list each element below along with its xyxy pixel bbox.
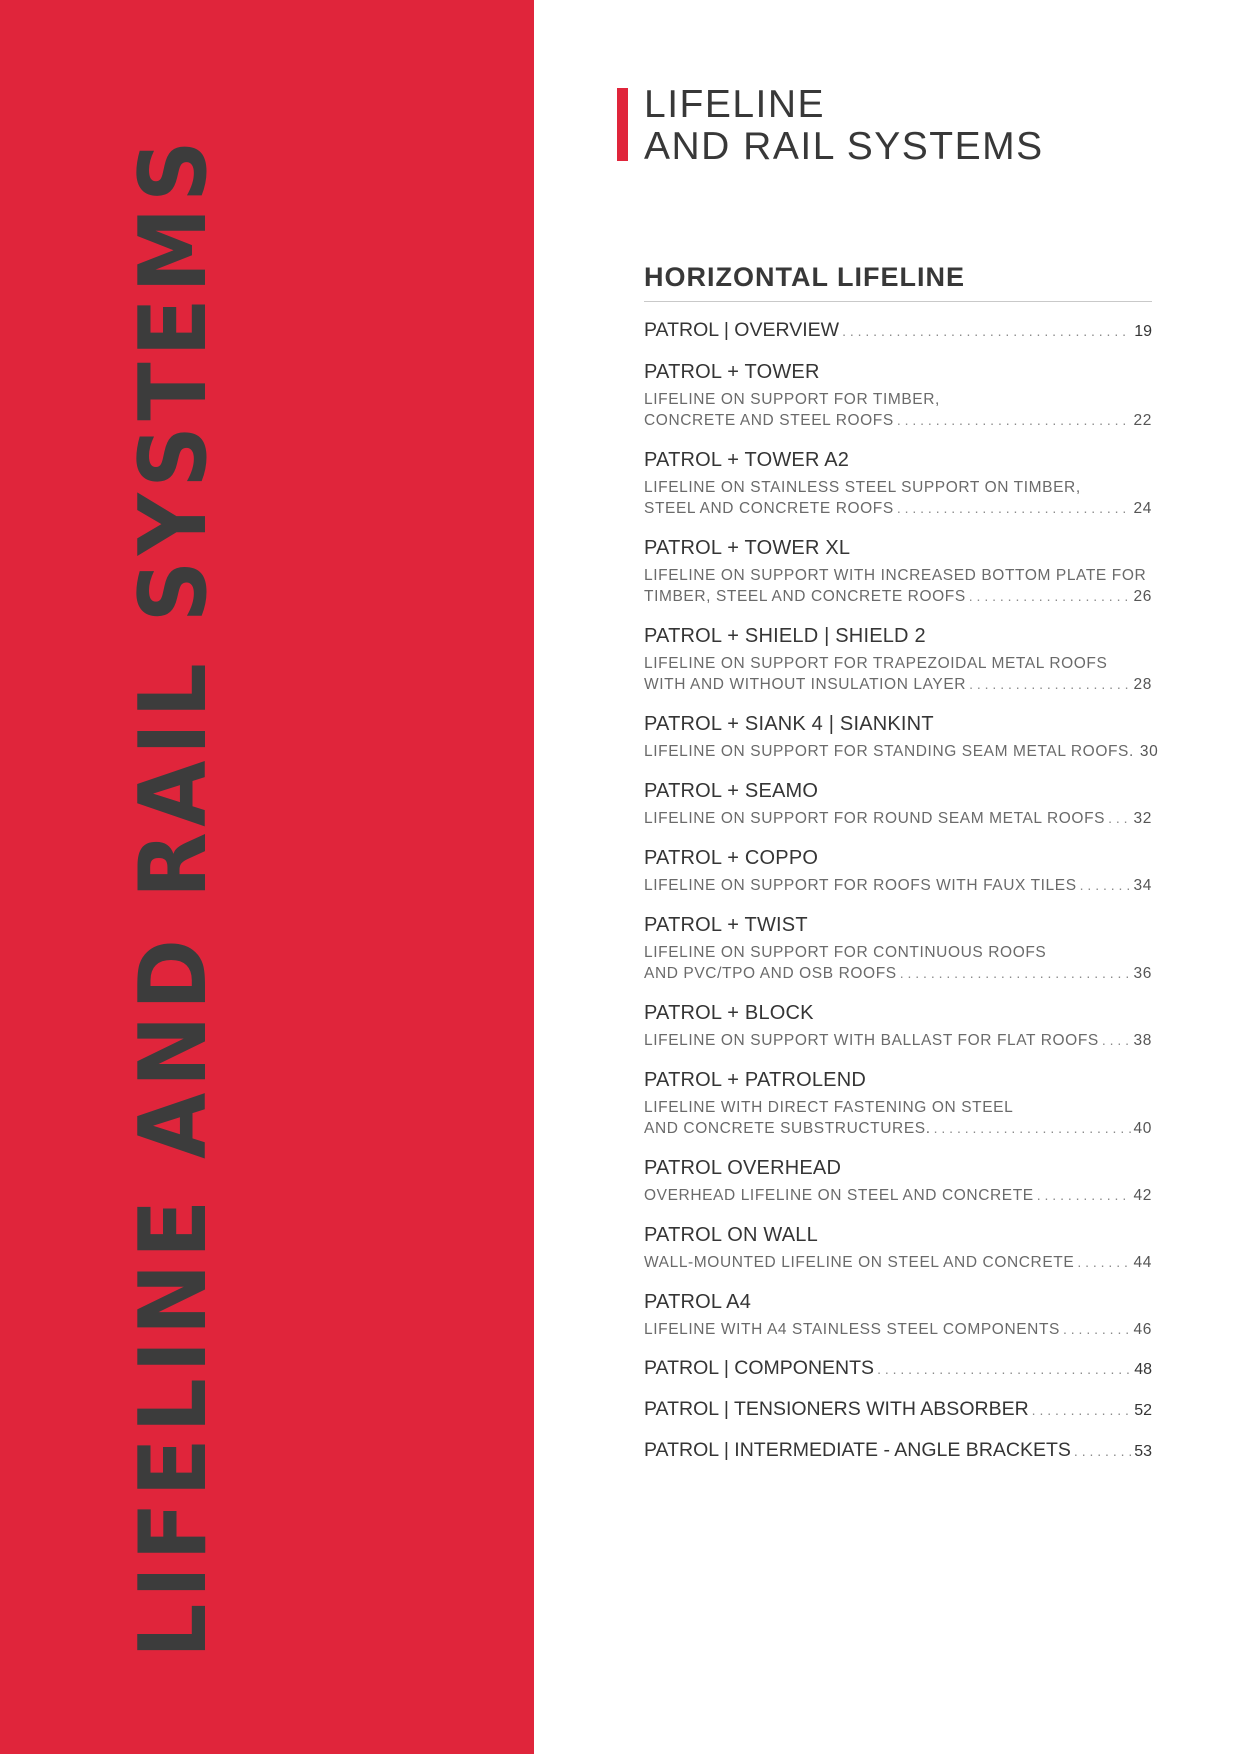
dot-leader (877, 1357, 1131, 1381)
toc-entry-title: PATROL + BLOCK (644, 1002, 814, 1024)
toc-entry[interactable] (644, 623, 1152, 695)
toc-entry-description: LIFELINE ON SUPPORT WITH INCREASED BOTTOM PLATE FOR (644, 567, 1147, 584)
toc-entry[interactable] (644, 1356, 1152, 1382)
dot-leader (842, 319, 1131, 343)
toc-entry[interactable] (644, 1000, 1152, 1051)
toc-page-number: 53 (1134, 1443, 1152, 1460)
toc-entry-title: PATROL | TENSIONERS WITH ABSORBER (644, 1398, 1029, 1420)
toc-entry-title: PATROL A4 (644, 1291, 752, 1313)
section-divider (644, 301, 1152, 302)
toc-entry[interactable] (644, 318, 1152, 344)
toc-entry-title: PATROL ON WALL (644, 1224, 818, 1246)
table-of-contents (644, 318, 1159, 1479)
toc-entry-description: LIFELINE WITH DIRECT FASTENING ON STEEL (644, 1099, 1014, 1116)
dot-leader (969, 674, 1130, 695)
toc-entry-description: AND PVC/TPO AND OSB ROOFS (644, 965, 897, 982)
toc-entry-description: LIFELINE WITH A4 STAINLESS STEEL COMPONENTS (644, 1321, 1060, 1338)
toc-page-number: 28 (1133, 676, 1152, 693)
toc-page-number: 38 (1133, 1032, 1152, 1049)
toc-page-number: 22 (1133, 412, 1152, 429)
toc-page-number: 24 (1133, 500, 1152, 517)
toc-entry-title: PATROL + COPPO (644, 847, 819, 869)
toc-entry[interactable] (644, 912, 1152, 984)
dot-leader (1063, 1319, 1131, 1340)
toc-entry-title: PATROL + TOWER (644, 361, 820, 383)
dot-leader (1077, 1252, 1130, 1273)
dot-leader (897, 498, 1131, 519)
toc-entry-description: LIFELINE ON SUPPORT FOR ROUND SEAM METAL ROOFS (644, 810, 1106, 827)
dot-leader (1037, 1185, 1131, 1206)
toc-entry[interactable] (644, 535, 1152, 607)
dot-leader (934, 1118, 1131, 1139)
page-title-line1: LIFELINE (644, 83, 826, 126)
toc-entry-description: LIFELINE ON STAINLESS STEEL SUPPORT ON TIMBER, (644, 479, 1081, 496)
toc-entry-description: STEEL AND CONCRETE ROOFS (644, 500, 894, 517)
dot-leader (1032, 1398, 1132, 1422)
toc-entry[interactable] (644, 711, 1159, 762)
dot-leader (900, 963, 1131, 984)
toc-page-number: 46 (1133, 1321, 1152, 1338)
toc-entry-description: LIFELINE ON SUPPORT FOR ROOFS WITH FAUX TILES (644, 877, 1077, 894)
toc-entry[interactable] (644, 359, 1152, 431)
toc-entry[interactable] (644, 1289, 1152, 1340)
toc-entry[interactable] (644, 845, 1152, 896)
toc-entry[interactable] (644, 778, 1152, 829)
toc-page-number: 32 (1133, 810, 1152, 827)
vertical-title: LIFELINE AND RAIL SYSTEMS (119, 134, 227, 1658)
dot-leader (1074, 1439, 1131, 1463)
toc-entry-title: PATROL | INTERMEDIATE - ANGLE BRACKETS (644, 1439, 1071, 1461)
page-title-line2: AND RAIL SYSTEMS (644, 125, 1044, 168)
toc-entry-title: PATROL | OVERVIEW (644, 319, 840, 341)
toc-entry-title: PATROL | COMPONENTS (644, 1357, 875, 1379)
toc-entry-title: PATROL + TOWER A2 (644, 449, 850, 471)
toc-entry-title: PATROL + PATROLEND (644, 1069, 866, 1091)
toc-entry-description: CONCRETE AND STEEL ROOFS (644, 412, 894, 429)
toc-page-number: 34 (1133, 877, 1152, 894)
toc-page-number: 19 (1134, 323, 1152, 340)
toc-entry-description: WITH AND WITHOUT INSULATION LAYER (644, 676, 967, 693)
sidebar-panel (0, 0, 534, 1754)
section-title: HORIZONTAL LIFELINE (644, 262, 965, 292)
toc-entry-description: LIFELINE ON SUPPORT FOR TIMBER, (644, 391, 940, 408)
heading-accent-bar (617, 88, 628, 161)
toc-page-number: 44 (1133, 1254, 1152, 1271)
toc-entry-title: PATROL + TOWER XL (644, 537, 851, 559)
toc-entry[interactable] (644, 447, 1152, 519)
dot-leader (969, 586, 1131, 607)
dot-leader (1108, 808, 1130, 829)
toc-entry-description: WALL-MOUNTED LIFELINE ON STEEL AND CONCRETE (644, 1254, 1075, 1271)
toc-entry-description: TIMBER, STEEL AND CONCRETE ROOFS (644, 588, 966, 605)
toc-entry-description: LIFELINE ON SUPPORT FOR TRAPEZOIDAL METAL ROOFS (644, 655, 1108, 672)
toc-entry-description: LIFELINE ON SUPPORT WITH BALLAST FOR FLAT ROOFS (644, 1032, 1099, 1049)
dot-leader (1102, 1030, 1131, 1051)
toc-entry-description: AND CONCRETE SUBSTRUCTURES. (644, 1120, 931, 1137)
toc-entry-description: LIFELINE ON SUPPORT FOR STANDING SEAM METAL ROOFS. (644, 743, 1134, 760)
toc-entry-title: PATROL + SEAMO (644, 780, 819, 802)
toc-entry[interactable] (644, 1438, 1152, 1464)
page-title (644, 84, 1044, 168)
toc-page-number: 36 (1133, 965, 1152, 982)
toc-entry-title: PATROL + SIANK 4 | SIANKINT (644, 713, 934, 735)
toc-entry-description: OVERHEAD LIFELINE ON STEEL AND CONCRETE (644, 1187, 1034, 1204)
toc-entry[interactable] (644, 1397, 1152, 1423)
dot-leader (1080, 875, 1131, 896)
toc-page-number: 42 (1133, 1187, 1152, 1204)
toc-entry[interactable] (644, 1222, 1152, 1273)
toc-entry[interactable] (644, 1067, 1152, 1139)
toc-entry-title: PATROL + TWIST (644, 914, 808, 936)
toc-entry-title: PATROL OVERHEAD (644, 1157, 842, 1179)
toc-entry[interactable] (644, 1155, 1152, 1206)
toc-page-number: 48 (1134, 1361, 1152, 1378)
toc-page-number: 52 (1134, 1402, 1152, 1419)
dot-leader (897, 410, 1131, 431)
toc-page-number: 40 (1133, 1120, 1152, 1137)
toc-page-number: 30 (1139, 743, 1159, 760)
toc-page-number: 26 (1133, 588, 1152, 605)
toc-entry-description: LIFELINE ON SUPPORT FOR CONTINUOUS ROOFS (644, 944, 1047, 961)
toc-entry-title: PATROL + SHIELD | SHIELD 2 (644, 625, 926, 647)
